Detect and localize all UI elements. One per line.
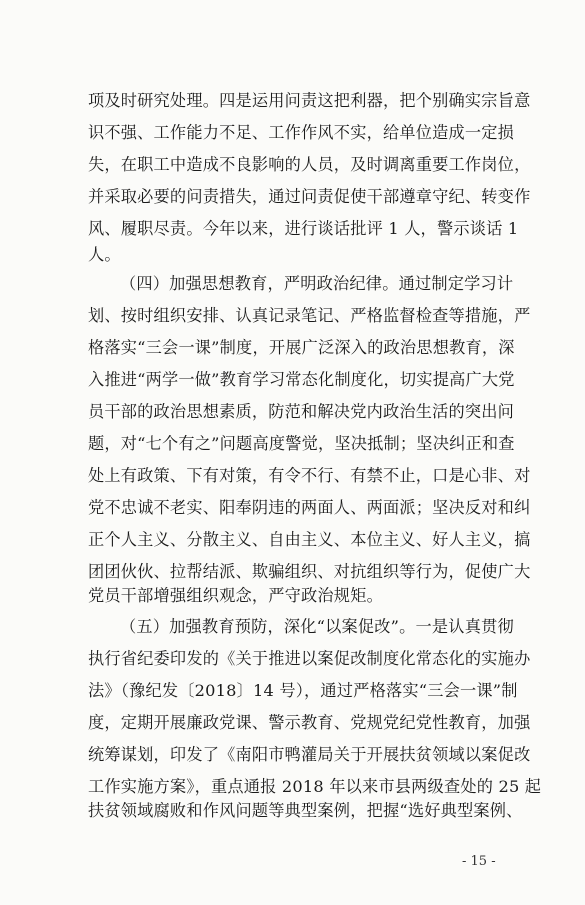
text-line: 处上有政策、下有对策，有令不行、有禁不止，口是心非、对 <box>88 466 531 485</box>
text-line: 划、按时组织安排、认真记录笔记、严格监督检查等措施，严 <box>88 306 531 325</box>
section-heading-line: （四）加强思想教育，严明政治纪律。通过制定学习计 <box>120 274 514 293</box>
text-line: 人。 <box>88 245 121 264</box>
text-line: 员干部的政治思想素质，防范和解决党内政治生活的突出问 <box>88 402 515 421</box>
text-line: 扶贫领域腐败和作风问题等典型案例，把握“选好典型案例、 <box>88 801 523 820</box>
text-line: 正个人主义、分散主义、自由主义、本位主义、好人主义，搞 <box>88 530 531 549</box>
text-line: 项及时研究处理。四是运用问责这把利器，把个别确实宗旨意 <box>88 91 531 110</box>
text-line: 党不忠诚不老实、阳奉阴违的两面人、两面派；坚决反对和纠 <box>88 498 531 517</box>
text-line: 入推进“两学一做”教育学习常态化制度化，切实提高广大党 <box>88 370 515 389</box>
text-line: 法》（豫纪发〔2018〕14 号），通过严格落实“三会一课”制 <box>88 681 518 700</box>
text-line: 工作实施方案》，重点通报 2018 年以来市县两级查处的 25 起 <box>88 777 542 796</box>
page-number: - 15 - <box>462 854 496 869</box>
text-line: 党员干部增强组织观念，严守政治规矩。 <box>88 586 383 605</box>
text-line: 格落实“三会一课”制度，开展广泛深入的政治思想教育，深 <box>88 338 515 357</box>
text-line: 题，对“七个有之”问题高度警觉，坚决抵制；坚决纠正和查 <box>88 434 515 453</box>
text-line: 团团伙伙、拉帮结派、欺骗组织、对抗组织等行为，促使广大 <box>88 562 531 581</box>
text-line: 度，定期开展廉政党课、警示教育、党规党纪党性教育，加强 <box>88 713 531 732</box>
text-line: 失，在职工中造成不良影响的人员，及时调离重要工作岗位， <box>88 155 531 174</box>
text-line: 识不强、工作能力不足、工作作风不实，给单位造成一定损 <box>88 123 515 142</box>
section-heading-line: （五）加强教育预防，深化“以案促改”。一是认真贯彻 <box>120 617 514 636</box>
text-line: 执行省纪委印发的《关于推进以案促改制度化常态化的实施办 <box>88 649 531 668</box>
text-line: 并采取必要的问责措失，通过问责促使干部遵章守纪、转变作 <box>88 187 531 206</box>
text-line: 统筹谋划，印发了《南阳市鸭灌局关于开展扶贫领域以案促改 <box>88 745 531 764</box>
text-line: 风、履职尽责。今年以来，进行谈话批评 1 人，警示谈话 1 <box>88 219 519 238</box>
